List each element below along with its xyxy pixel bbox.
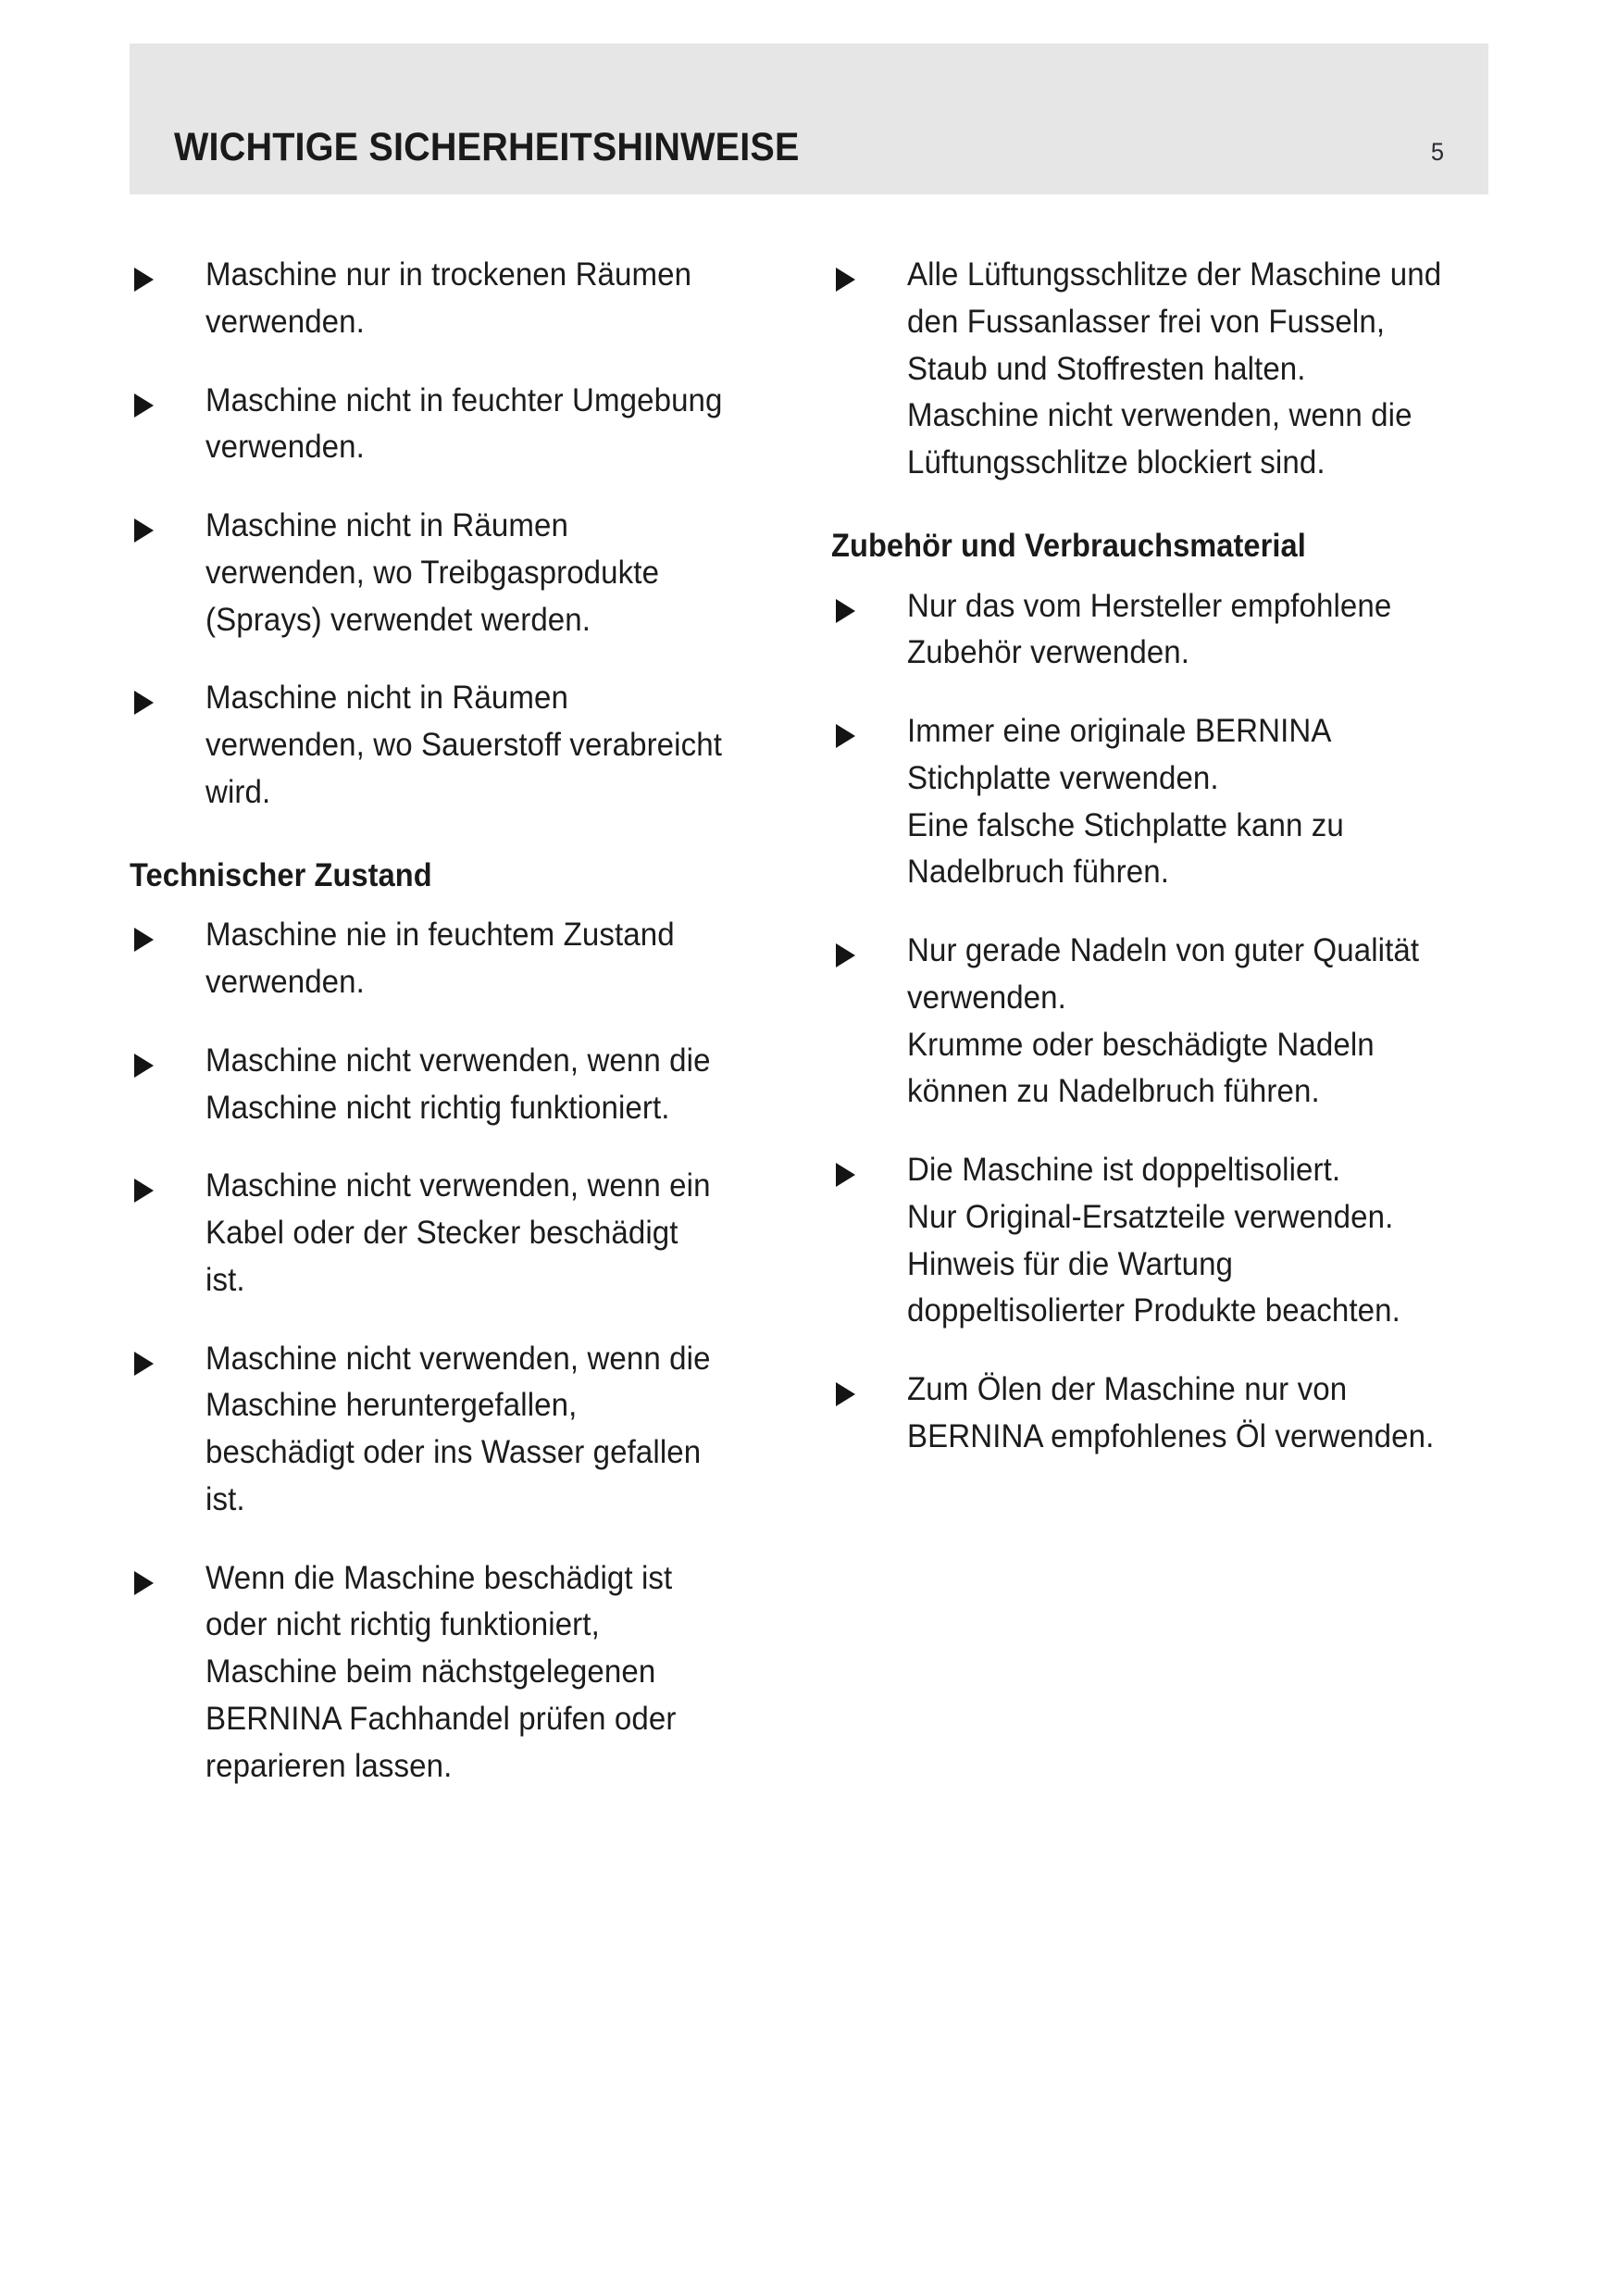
list-item-text [907, 928, 1456, 1116]
triangle-right-icon [134, 518, 154, 543]
list-item-text [205, 1163, 723, 1304]
list-item-paragraph: Maschine nicht verwenden, wenn die Maschine nicht richtig funktioniert. [205, 1042, 711, 1126]
triangle-right-icon [836, 599, 855, 623]
triangle-right-icon [836, 1382, 855, 1406]
page-header-inner [130, 125, 1488, 170]
list-item-paragraph: Maschine nicht in Räumen verwenden, wo Sauerstoff verabreicht wird. [205, 680, 723, 810]
page-number: 5 [1430, 138, 1444, 166]
triangle-right-icon [134, 691, 154, 715]
column-right [809, 252, 1488, 1790]
triangle-right-icon [134, 1054, 154, 1078]
list-item-text [205, 1555, 723, 1791]
list-item-paragraph: Nur Original-Ersatzteile verwenden. Hinweis für die Wartung doppeltisolierter Produkte beachten. [907, 1198, 1400, 1329]
list-item [130, 1163, 753, 1304]
list-item [831, 928, 1488, 1116]
list-item [831, 1147, 1488, 1335]
list-item [130, 503, 753, 643]
list-item-text [907, 583, 1456, 678]
list-item [130, 675, 753, 816]
list-item-text [205, 912, 723, 1006]
list-item-text [205, 1336, 723, 1524]
triangle-right-icon [836, 268, 855, 292]
list-item-text [907, 252, 1456, 487]
list-item-paragraph: Maschine nicht verwenden, wenn die Maschine heruntergefallen, beschädigt oder ins Wasser gefallen ist. [205, 1340, 711, 1517]
triangle-right-icon [134, 1352, 154, 1376]
list-item [130, 252, 753, 346]
triangle-right-icon [134, 1571, 154, 1595]
list-item [831, 1366, 1488, 1461]
triangle-right-icon [836, 943, 855, 967]
list-item [130, 1336, 753, 1524]
triangle-right-icon [134, 1179, 154, 1203]
list-item-text [907, 1147, 1456, 1335]
list-item-paragraph: Nur gerade Nadeln von guter Qualität verwenden. [907, 932, 1420, 1016]
column-left [130, 252, 809, 1790]
triangle-right-icon [134, 928, 154, 952]
list-item [130, 378, 753, 472]
list-item-paragraph: Maschine nicht in feuchter Umgebung verwenden. [205, 381, 723, 466]
list-item-text [205, 378, 723, 472]
list-item [130, 1038, 753, 1132]
list-item-paragraph: Maschine nie in feuchtem Zustand verwenden. [205, 917, 675, 1000]
triangle-right-icon [134, 393, 154, 418]
list-item-paragraph: Eine falsche Stichplatte kann zu Nadelbruch führen. [907, 806, 1344, 891]
list-item [831, 708, 1488, 896]
list-item-paragraph: Krumme oder beschädigte Nadeln können zu Nadelbruch führen. [907, 1026, 1375, 1110]
page-title: WICHTIGE SICHERHEITSHINWEISE [174, 125, 800, 169]
list-item-paragraph: Nur das vom Hersteller empfohlene Zubehör verwenden. [907, 587, 1392, 671]
list-item [831, 252, 1488, 487]
list-item-text [205, 503, 723, 643]
list-item [130, 1555, 753, 1791]
section-heading: Zubehör und Verbrauchsmaterial [831, 527, 1306, 564]
list-item-paragraph: Zum Ölen der Maschine nur von BERNINA empfohlenes Öl verwenden. [907, 1371, 1435, 1454]
triangle-right-icon [836, 1163, 855, 1187]
list-item-paragraph: Die Maschine ist doppeltisoliert. [907, 1152, 1341, 1188]
list-item-paragraph: Maschine nicht verwenden, wenn die Lüftungsschlitze blockiert sind. [907, 397, 1413, 480]
list-item-paragraph: Maschine nicht in Räumen verwenden, wo Treibgasprodukte (Sprays) verwendet werden. [205, 507, 660, 638]
list-item-text [205, 252, 723, 346]
list-item [831, 583, 1488, 678]
list-item-paragraph: Maschine nur in trockenen Räumen verwenden. [205, 256, 692, 340]
list-item-paragraph: Immer eine originale BERNINA Stichplatte verwenden. [907, 713, 1330, 796]
page-header-band [130, 44, 1488, 194]
triangle-right-icon [134, 268, 154, 292]
list-item-text [205, 675, 723, 816]
list-item-text [907, 1366, 1456, 1461]
list-item-paragraph: Wenn die Maschine beschädigt ist oder nicht richtig funktioniert, Maschine beim nächstgelegenen BERNINA Fachhandel prüfen oder reparieren lassen. [205, 1559, 677, 1784]
triangle-right-icon [836, 724, 855, 748]
list-item-paragraph: Alle Lüftungsschlitze der Maschine und den Fussanlasser frei von Fusseln, Staub und Stoffresten halten. [907, 256, 1442, 387]
list-item-text [205, 1038, 723, 1132]
list-item-paragraph: Maschine nicht verwenden, wenn ein Kabel oder der Stecker beschädigt ist. [205, 1167, 711, 1298]
content-columns [130, 252, 1488, 1790]
section-heading: Technischer Zustand [130, 856, 432, 893]
list-item-text [907, 708, 1456, 896]
list-item [130, 912, 753, 1006]
